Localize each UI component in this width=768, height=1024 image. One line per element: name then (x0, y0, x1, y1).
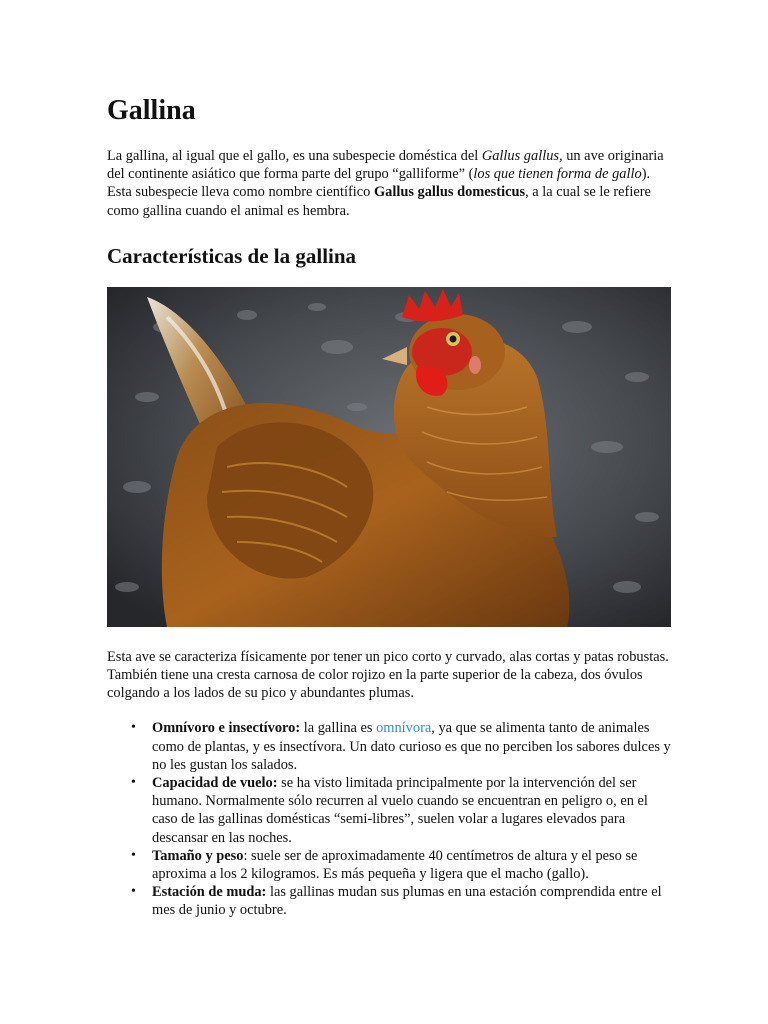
item-label: Estación de muda: (152, 884, 267, 901)
intro-text-4: , a la cual se le refiere como gallina cuando el animal es hembra. (107, 184, 651, 219)
page-title: Gallina (107, 95, 196, 126)
intro-paragraph (107, 147, 673, 220)
bullet-icon: • (131, 847, 136, 863)
intro-bold-scientific-name: Gallus gallus domesticus (373, 184, 526, 201)
document-page (107, 94, 673, 920)
item-text: se ha visto limitada principalmente por la intervención del ser humano. Normalmente sólo recurren al vuelo cuando se encuentran en peligro o, en el caso de las gallinas domésticas “semi-libres”, suelen volar a lugares elevados para descansar en las noches. (152, 775, 648, 846)
list-item (131, 883, 673, 919)
hen-illustration (107, 287, 671, 627)
item-text-continued: , ya que se alimenta tanto de animales como de plantas, y es insectívora. Un dato curioso es que no perciben los sabores dulces y no les gustan los salados. (152, 720, 671, 773)
item-label: Omnívoro e insectívoro: (152, 720, 301, 737)
item-label: Capacidad de vuelo: (152, 775, 278, 792)
bullet-icon: • (131, 720, 136, 736)
list-item (131, 847, 673, 883)
characteristics-list (107, 719, 673, 919)
section-heading: Características de la gallina (107, 243, 357, 268)
bullet-icon: • (131, 884, 136, 900)
intro-italic-species: Gallus gallus, (481, 148, 563, 164)
bullet-icon: • (131, 775, 136, 791)
item-text: la gallina es (300, 720, 377, 737)
list-item (131, 774, 673, 847)
intro-text-2: un ave originaria del continente asiático que forma parte del grupo “galliforme” ( (107, 148, 664, 183)
item-label: Tamaño y peso (152, 847, 244, 864)
intro-italic-meaning: los que tienen forma de gallo (473, 166, 642, 183)
item-text: : suele ser de aproximadamente 40 centímetros de altura y el peso se aproxima a los 2 kilogramos. Es más pequeña y ligera que el macho (gallo). (152, 847, 638, 883)
intro-text-3: ). Esta subespecie lleva como nombre científico (107, 166, 651, 201)
intro-text-1: La gallina, al igual que el gallo, es una subespecie doméstica del (107, 148, 482, 164)
item-text: las gallinas mudan sus plumas en una estación comprendida entre el mes de junio y octubre. (152, 884, 662, 919)
list-item (131, 719, 673, 774)
hen-photo (107, 287, 671, 627)
description-paragraph: Esta ave se caracteriza físicamente por tener un pico corto y curvado, alas cortas y patas robustas. También tiene una cresta carnosa de color rojizo en la parte superior de la cabeza, dos óvulos colgando a los lados de su pico y abundantes plumas. (107, 648, 669, 702)
omnivora-link[interactable]: omnívora (376, 720, 432, 737)
